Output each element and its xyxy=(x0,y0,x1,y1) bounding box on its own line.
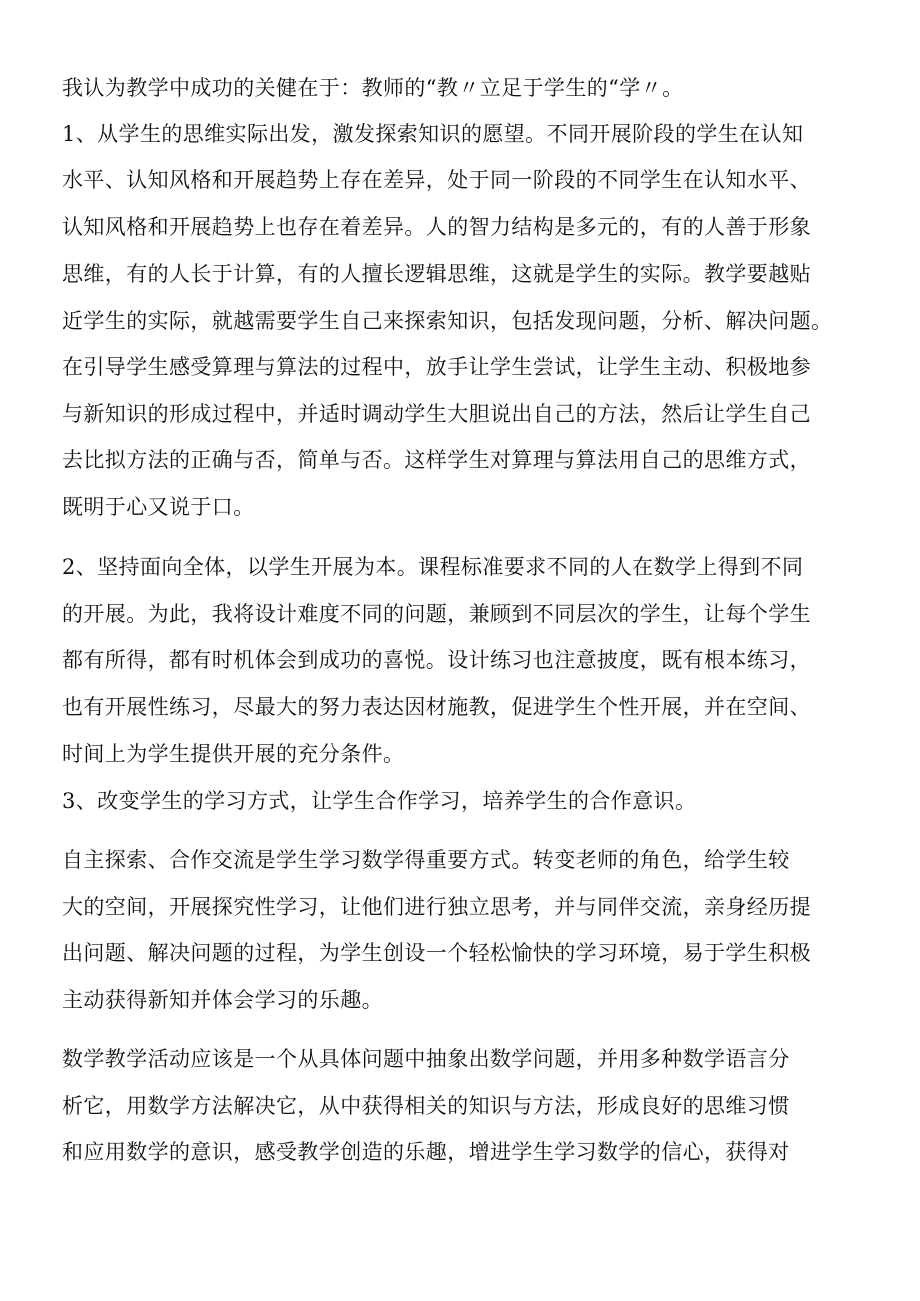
text-line: 出问题、解决问题的过程，为学生创设一个轻松愉快的学习环境，易于学生积极 xyxy=(62,941,811,965)
text-line: 都有所得，都有时机体会到成功的喜悦。设计练习也注意披度，既有根本练习， xyxy=(62,648,811,672)
text-line: 水平、认知风格和开展趋势上存在差异，处于同一阶段的不同学生在认知水平、 xyxy=(62,168,811,192)
text-line: 认知风格和开展趋势上也存在着差异。人的智力结构是多元的，有的人善于形象 xyxy=(62,215,811,239)
text-line: 去比拟方法的正确与否，简单与否。这样学生对算理与算法用自己的思维方式， xyxy=(62,448,811,472)
text-line: 既明于心又说于口。 xyxy=(62,495,255,519)
text-line: 时间上为学生提供开展的充分条件。 xyxy=(62,742,405,766)
text-line: 2、坚持面向全体，以学生开展为本。课程标准要求不同的人在数学上得到不同 xyxy=(62,555,804,579)
text-line: 与新知识的形成过程中，并适时调动学生大胆说出自己的方法，然后让学生自己 xyxy=(62,402,811,426)
text-line: 也有开展性练习，尽最大的努力表达因材施教，促进学生个性开展，并在空间、 xyxy=(62,695,811,719)
text-line: 自主探索、合作交流是学生学习数学得重要方式。转变老师的角色，给学生较 xyxy=(62,848,790,872)
text-line: 析它，用数学方法解决它，从中获得相关的知识与方法，形成良好的思维习惯 xyxy=(62,1094,790,1118)
text-line: 数学教学活动应该是一个从具体问题中抽象出数学问题，并用多种数学语言分 xyxy=(62,1047,790,1071)
text-line: 近学生的实际，就越需要学生自己来探索知识，包括发现问题，分析、解决问题。 xyxy=(62,309,833,333)
text-line: 3、改变学生的学习方式，让学生合作学习，培养学生的合作意识。 xyxy=(62,789,697,813)
text-line: 在引导学生感受算理与算法的过程中，放手让学生尝试，让学生主动、积极地参 xyxy=(62,355,811,379)
text-line: 思维，有的人长于计算，有的人擅长逻辑思维，这就是学生的实际。教学要越贴 xyxy=(62,262,811,286)
text-line: 1、从学生的思维实际出发，激发探索知识的愿望。不同开展阶段的学生在认知 xyxy=(62,122,804,146)
text-line: 和应用数学的意识，感受教学创造的乐趣，增进学生学习数学的信心，获得对 xyxy=(62,1140,790,1164)
text-line: 的开展。为此，我将设计难度不同的问题，兼顾到不同层次的学生，让每个学生 xyxy=(62,602,811,626)
text-line: 大的空间，开展探究性学习，让他们进行独立思考，并与同伴交流，亲身经历提 xyxy=(62,895,811,919)
text-line: 我认为教学中成功的关健在于：教师的“教〃立足于学生的“学〃。 xyxy=(62,76,684,100)
text-line: 主动获得新知并体会学习的乐趣。 xyxy=(62,988,383,1012)
